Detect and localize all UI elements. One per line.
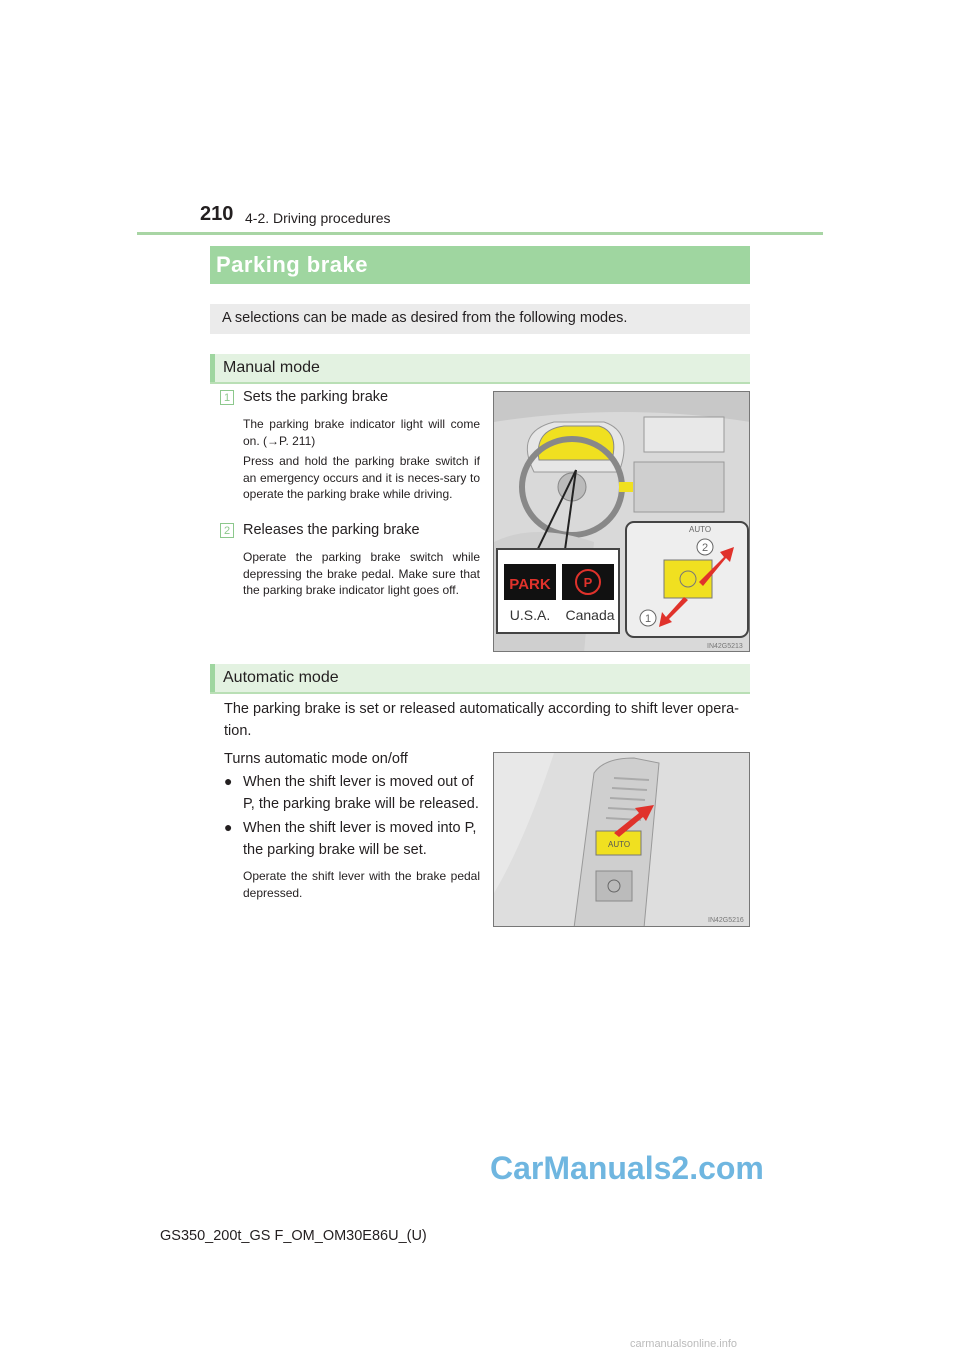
step-2-note: Operate the parking brake switch while depressing the brake pedal. Make sure that the parking brake indicator light goes off. [243, 550, 480, 597]
automatic-mode-heading [210, 664, 750, 692]
automatic-mode-note: Operate the shift lever with the brake pedal depressed. [243, 869, 480, 900]
callout-2: 2 [701, 542, 709, 554]
step-1-note-1: The parking brake indicator light will come on. (→P. 211) [243, 417, 480, 448]
bottom-watermark: carmanualsonline.info [630, 1338, 738, 1350]
manual-mode-heading [210, 354, 750, 382]
auto-switch-label: AUTO [689, 525, 712, 534]
step-1-badge: 1 [220, 390, 234, 405]
svg-text:P: P [583, 575, 593, 590]
bullet-1-text: When the shift lever is moved out of P, the parking brake will be released. [243, 774, 479, 812]
automatic-mode-heading-text: Automatic mode [223, 669, 339, 686]
bullet-icon: ● [224, 773, 233, 789]
automatic-mode-figure [493, 752, 750, 927]
callout-1: 1 [644, 613, 652, 625]
page-title-bar [210, 246, 750, 284]
label-canada: Canada [565, 607, 615, 623]
header-rule [137, 232, 823, 235]
step-1-label: Sets the parking brake [243, 389, 389, 405]
auto-switch-label: AUTO [608, 840, 631, 849]
manual-mode-figure [493, 391, 750, 652]
bullet-2-text: When the shift lever is moved into P, the parking brake will be set. [243, 820, 477, 858]
step-2-label: Releases the parking brake [243, 522, 420, 538]
section-title: 4-2. Driving procedures [245, 210, 391, 226]
page-number: 210 [200, 203, 234, 225]
intro-text: A selections can be made as desired from the following modes. [222, 310, 628, 326]
intro-box [210, 304, 750, 334]
bullet-icon: ● [224, 819, 233, 835]
dashboard-illustration [494, 392, 750, 652]
park-indicator-text: PARK [509, 576, 551, 593]
figure-code: IN42G5216 [708, 917, 744, 924]
step-1-note-2: Press and hold the parking brake switch if an emergency occurs and it is neces-sary to operate the parking brake while driving. [243, 454, 480, 501]
figure-code: IN42G5213 [707, 643, 743, 650]
page-title: Parking brake [216, 252, 369, 277]
step-2-badge: 2 [220, 523, 234, 538]
console-illustration [494, 753, 750, 927]
footer: GS350_200t_GS F_OM_OM30E86U_(U) [160, 1228, 427, 1244]
manual-mode-heading-text: Manual mode [223, 359, 320, 376]
label-usa: U.S.A. [509, 607, 551, 623]
watermark: CarManuals2.com [490, 1150, 764, 1186]
automatic-toggle-text: Turns automatic mode on/off [224, 751, 408, 767]
automatic-mode-description: The parking brake is set or released automatically according to shift lever opera-tion. [224, 701, 740, 739]
